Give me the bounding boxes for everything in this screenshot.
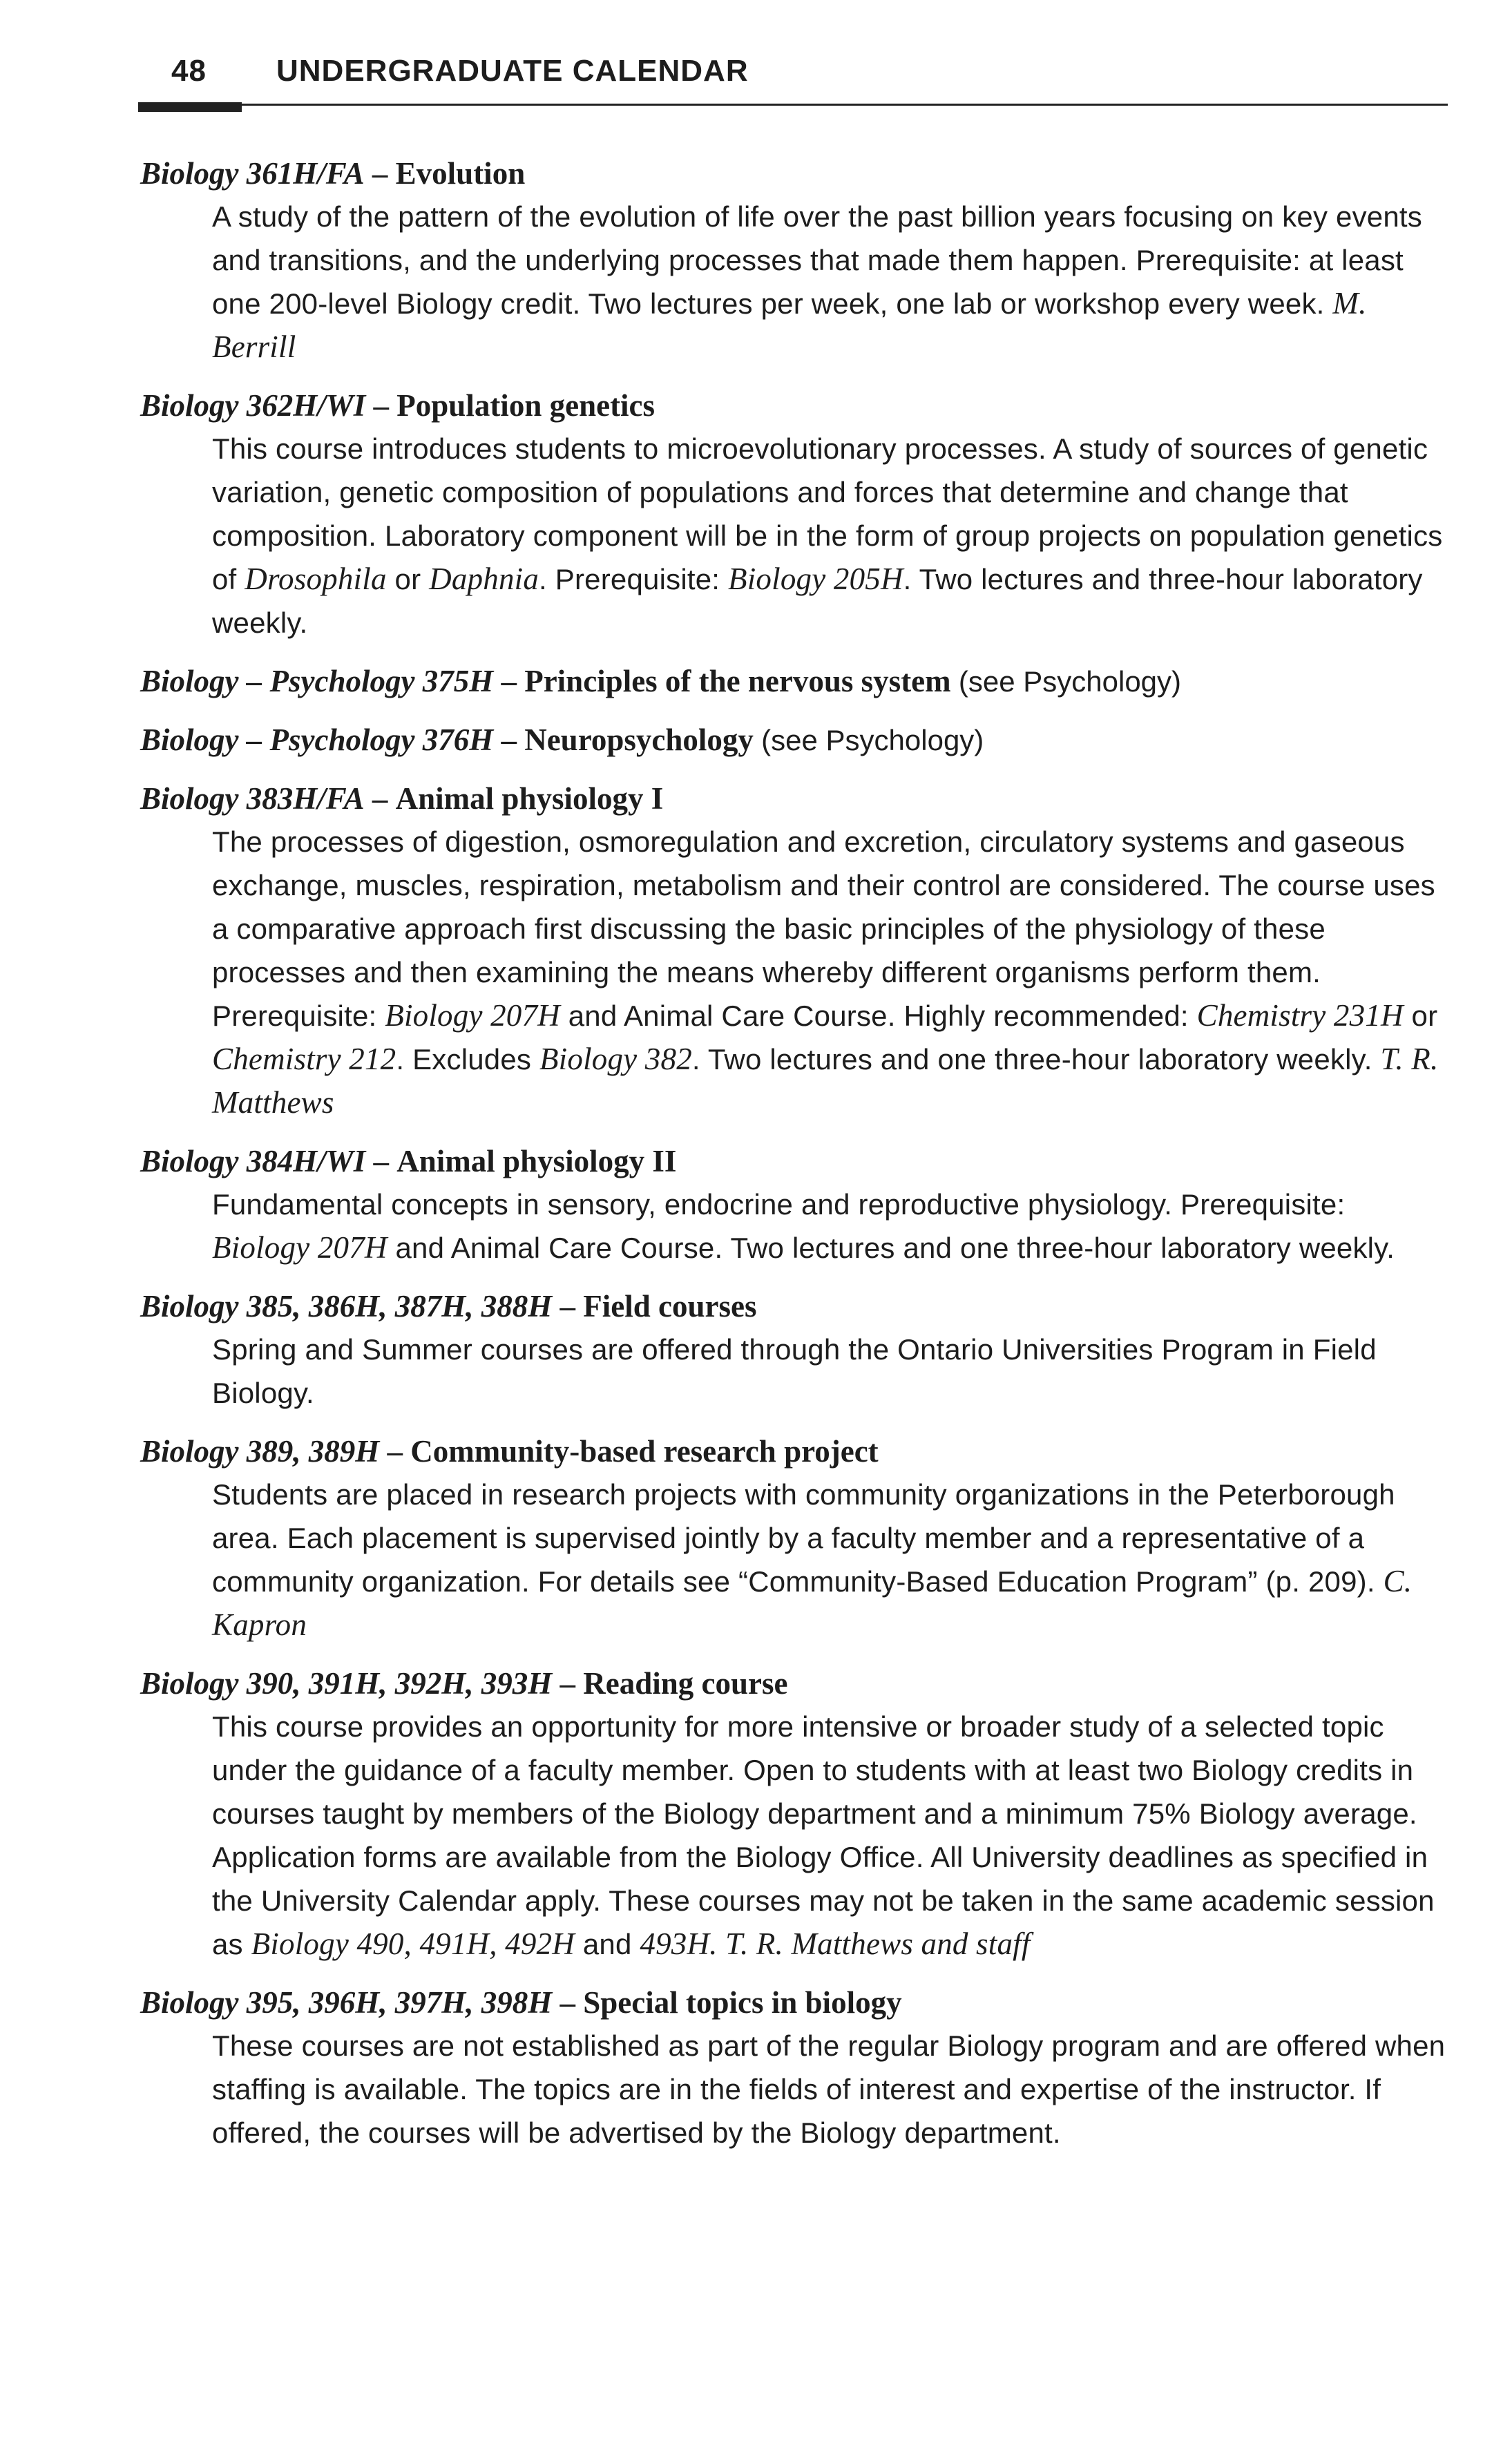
course-heading	[140, 1430, 1446, 1473]
course-cross-reference: (see Psychology)	[761, 724, 984, 756]
course-code: Biology 385, 386H, 387H, 388H	[140, 1289, 553, 1323]
course-code: Biology 361H/FA	[140, 156, 365, 191]
course-entry	[140, 1981, 1446, 2154]
course-name: Animal physiology I	[395, 781, 664, 816]
running-title: UNDERGRADUATE CALENDAR	[276, 54, 749, 88]
description-text: . Prerequisite:	[539, 563, 729, 595]
course-heading	[140, 1285, 1446, 1328]
course-description	[212, 2024, 1446, 2154]
course-name: Community-based research project	[410, 1434, 879, 1469]
course-description	[212, 1328, 1446, 1415]
course-list	[140, 152, 1446, 2170]
course-cross-reference: (see Psychology)	[958, 665, 1182, 698]
description-emphasis: Biology 207H	[385, 998, 560, 1033]
description-emphasis: Biology 207H	[212, 1230, 387, 1265]
course-name: Principles of the nervous system	[524, 664, 951, 698]
description-emphasis: Drosophila	[245, 562, 387, 596]
course-description	[212, 195, 1446, 369]
description-text: or	[1403, 1000, 1438, 1032]
description-emphasis: Daphnia	[429, 562, 539, 596]
header-rule-accent	[138, 102, 242, 112]
course-dash: –	[559, 1985, 575, 2020]
course-dash: –	[373, 1144, 390, 1178]
course-dash: –	[559, 1666, 575, 1701]
course-dash: –	[373, 388, 390, 423]
description-emphasis: Biology 205H	[728, 562, 903, 596]
description-text: or	[386, 563, 430, 595]
course-heading	[140, 384, 1446, 427]
description-text: Spring and Summer courses are offered through the Ontario Universities Program in Field Biology.	[212, 1333, 1377, 1409]
description-text: and	[574, 1928, 640, 1960]
description-emphasis: T. R. Matthews	[212, 1042, 1439, 1120]
course-description	[212, 820, 1446, 1125]
course-heading	[140, 152, 1446, 195]
course-name: Neuropsychology	[524, 723, 754, 757]
course-entry	[140, 777, 1446, 1125]
description-text: This course provides an opportunity for more intensive or broader study of a selected topic under the guidance of a faculty member. Open to students with at least two Biology credits in courses taught by members of the Biology department and a minimum 75% Biology average. Application forms are available from the Biology Office. All University deadlines as specified in the University Calendar apply. These courses may not be taken in the same academic session as	[212, 1710, 1435, 1960]
course-code: Biology – Psychology 376H	[140, 723, 494, 757]
course-name: Population genetics	[396, 388, 655, 423]
course-entry	[140, 1140, 1446, 1270]
course-dash: –	[372, 156, 388, 191]
course-entry	[140, 1430, 1446, 1647]
description-text: A study of the pattern of the evolution of life over the past billion years focusing on key events and transitions, and the underlying processes that made them happen. Prerequisite: at least one 200-level Biology credit. Two lectures per week, one lab or workshop every week.	[212, 200, 1422, 320]
description-text: . Two lectures and one three-hour laboratory weekly.	[691, 1043, 1381, 1076]
description-text: Fundamental concepts in sensory, endocrine and reproductive physiology. Prerequisite:	[212, 1188, 1346, 1221]
course-dash: –	[501, 664, 517, 698]
course-name: Special topics in biology	[583, 1985, 902, 2020]
description-emphasis: C. Kapron	[212, 1564, 1413, 1642]
course-code: Biology 390, 391H, 392H, 393H	[140, 1666, 553, 1701]
course-entry	[140, 1285, 1446, 1415]
description-emphasis: Chemistry 212	[212, 1042, 396, 1076]
course-dash: –	[559, 1289, 575, 1323]
description-text: and Animal Care Course. Highly recommended:	[559, 1000, 1197, 1032]
description-text: Students are placed in research projects with community organizations in the Peterborough area. Each placement is supervised jointly by a faculty member and a representative of a community organization. For details see “Community-Based Education Program” (p. 209).	[212, 1478, 1395, 1598]
description-emphasis: Biology 382	[539, 1042, 692, 1076]
course-heading	[140, 718, 1446, 762]
description-emphasis: M. Berrill	[212, 286, 1367, 364]
description-emphasis: 493H. T. R. Matthews and staff	[640, 1927, 1031, 1961]
course-entry	[140, 384, 1446, 644]
course-entry	[140, 152, 1446, 369]
description-text: . Two lectures and three-hour laboratory weekly.	[212, 563, 1423, 639]
course-entry	[140, 1662, 1446, 1966]
course-name: Evolution	[395, 156, 526, 191]
course-description	[212, 1705, 1446, 1966]
description-emphasis: Biology 490, 491H, 492H	[251, 1927, 575, 1961]
description-text: These courses are not established as part of the regular Biology program and are offered when staffing is available. The topics are in the fields of interest and expertise of the instructor. If offered, the courses will be advertised by the Biology department.	[212, 2029, 1446, 2149]
header-rule	[138, 104, 1448, 106]
course-code: Biology 389, 389H	[140, 1434, 380, 1469]
course-entry	[140, 718, 1446, 762]
course-code: Biology 362H/WI	[140, 388, 366, 423]
course-heading	[140, 777, 1446, 820]
course-name: Reading course	[583, 1666, 788, 1701]
course-name: Field courses	[583, 1289, 757, 1323]
page-number: 48	[171, 54, 207, 88]
course-dash: –	[372, 781, 388, 816]
course-name: Animal physiology II	[396, 1144, 677, 1178]
course-heading	[140, 1981, 1446, 2024]
course-entry	[140, 660, 1446, 703]
description-text: The processes of digestion, osmoregulation and excretion, circulatory systems and gaseous exchange, muscles, respiration, metabolism and their control are considered. The course uses a comparative approach first discussing the basic principles of the physiology of these processes and then examining the means whereby different organisms perform them. Prerequisite:	[212, 825, 1435, 1032]
course-dash: –	[501, 723, 517, 757]
description-text: and Animal Care Course. Two lectures and one three-hour laboratory weekly.	[387, 1232, 1395, 1264]
course-description	[212, 1183, 1446, 1270]
course-code: Biology 384H/WI	[140, 1144, 366, 1178]
course-description	[212, 427, 1446, 644]
course-code: Biology 395, 396H, 397H, 398H	[140, 1985, 553, 2020]
course-code: Biology 383H/FA	[140, 781, 365, 816]
course-heading	[140, 1140, 1446, 1183]
description-text: This course introduces students to microevolutionary processes. A study of sources of genetic variation, genetic composition of populations and forces that determine and change that composition. Laboratory component will be in the form of group projects on population genetics of	[212, 432, 1443, 595]
description-text: . Excludes	[396, 1043, 539, 1076]
course-description	[212, 1473, 1446, 1647]
description-emphasis: Chemistry 231H	[1196, 998, 1404, 1033]
course-heading	[140, 660, 1446, 703]
page-header	[138, 54, 1448, 109]
course-dash: –	[387, 1434, 403, 1469]
course-code: Biology – Psychology 375H	[140, 664, 494, 698]
course-heading	[140, 1662, 1446, 1705]
